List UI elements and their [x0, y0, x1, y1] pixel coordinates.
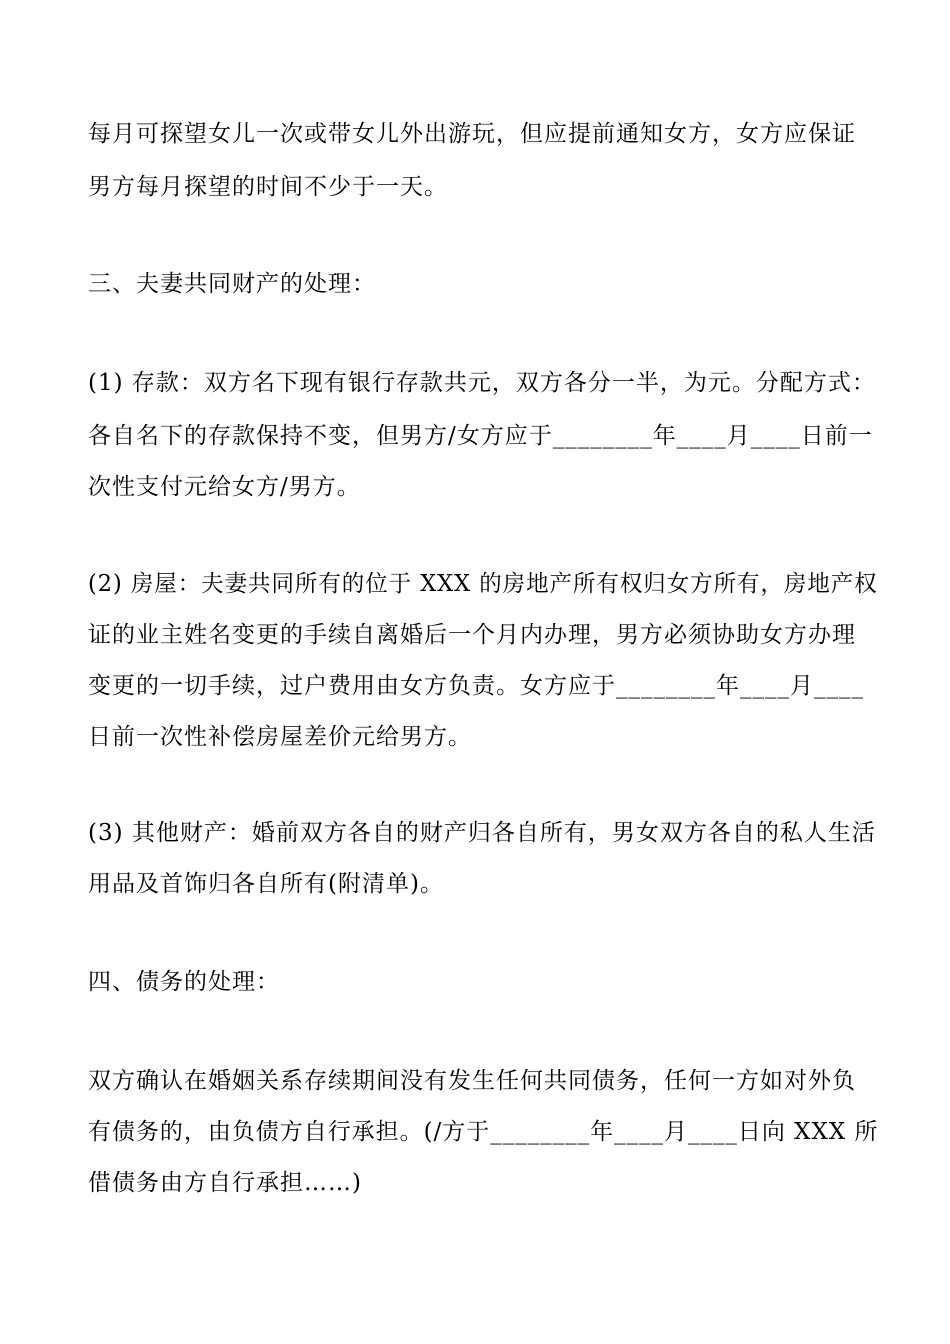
- text-line: (3) 其他财产：婚前双方各自的财产归各自所有，男女双方各自的私人生活: [88, 820, 876, 846]
- text-line: 日前一次性补偿房屋差价元给男方。: [88, 724, 472, 750]
- text-line: 四、债务的处理：: [88, 969, 280, 995]
- text-line: 次性支付元给女方/男方。: [88, 474, 361, 500]
- text-line: 证的业主姓名变更的手续自离婚后一个月内办理，男方必须协助女方办理: [88, 622, 856, 648]
- text-line: (2) 房屋：夫妻共同所有的位于 XXX 的房地产所有权归女方所有，房地产权: [88, 571, 878, 597]
- text-line: 男方每月探望的时间不少于一天。: [88, 174, 448, 200]
- text-line: 借债务由方自行承担……): [88, 1170, 362, 1196]
- text-line: (1) 存款：双方名下现有银行存款共元，双方各分一半，为元。分配方式：: [88, 370, 876, 396]
- text-line: 每月可探望女儿一次或带女儿外出游玩，但应提前通知女方，女方应保证: [88, 121, 856, 147]
- text-line: 各自名下的存款保持不变，但男方/女方应于________年____月____日前一: [88, 423, 873, 449]
- text-line: 变更的一切手续，过户费用由女方负责。女方应于________年____月____: [88, 673, 864, 699]
- text-line: 有债务的，由负债方自行承担。(/方于________年____月____日向 XXX 所: [88, 1119, 879, 1145]
- text-line: 三、夫妻共同财产的处理：: [88, 271, 376, 297]
- text-line: 用品及首饰归各自所有(附清单)。: [88, 871, 444, 897]
- text-line: 双方确认在婚姻关系存续期间没有发生任何共同债务，任何一方如对外负: [88, 1068, 856, 1094]
